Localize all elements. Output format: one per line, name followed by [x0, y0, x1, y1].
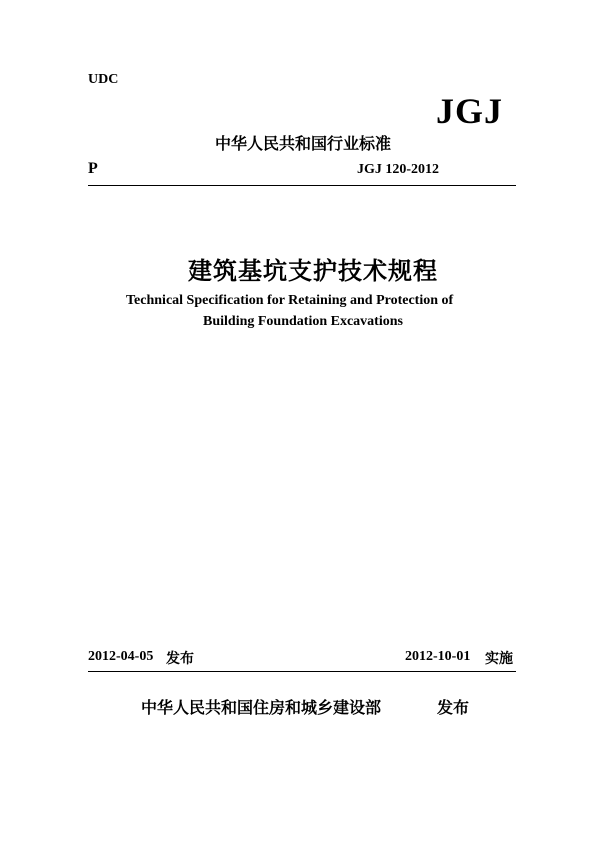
publish-label: 发布 [437, 698, 470, 717]
issue-label: 发布 [166, 651, 194, 667]
effective-label: 实施 [485, 651, 513, 667]
chinese-title: 建筑基坑支护技术规程 [188, 257, 438, 285]
bottom-divider [88, 671, 516, 672]
category-letter: P [88, 160, 98, 177]
top-divider [88, 185, 516, 186]
english-title-line-2: Building Foundation Excavations [203, 314, 403, 329]
industry-standard-title: 中华人民共和国行业标准 [215, 134, 392, 153]
english-title-line-1: Technical Specification for Retaining and Protection of [126, 293, 454, 308]
effective-date: 2012-10-01 [405, 649, 471, 664]
udc-label: UDC [88, 72, 119, 87]
publisher-name: 中华人民共和国住房和城乡建设部 [141, 698, 382, 717]
issue-date: 2012-04-05 [88, 649, 154, 664]
standard-number: JGJ 120-2012 [357, 162, 440, 177]
jgj-mark: JGJ [436, 91, 504, 131]
